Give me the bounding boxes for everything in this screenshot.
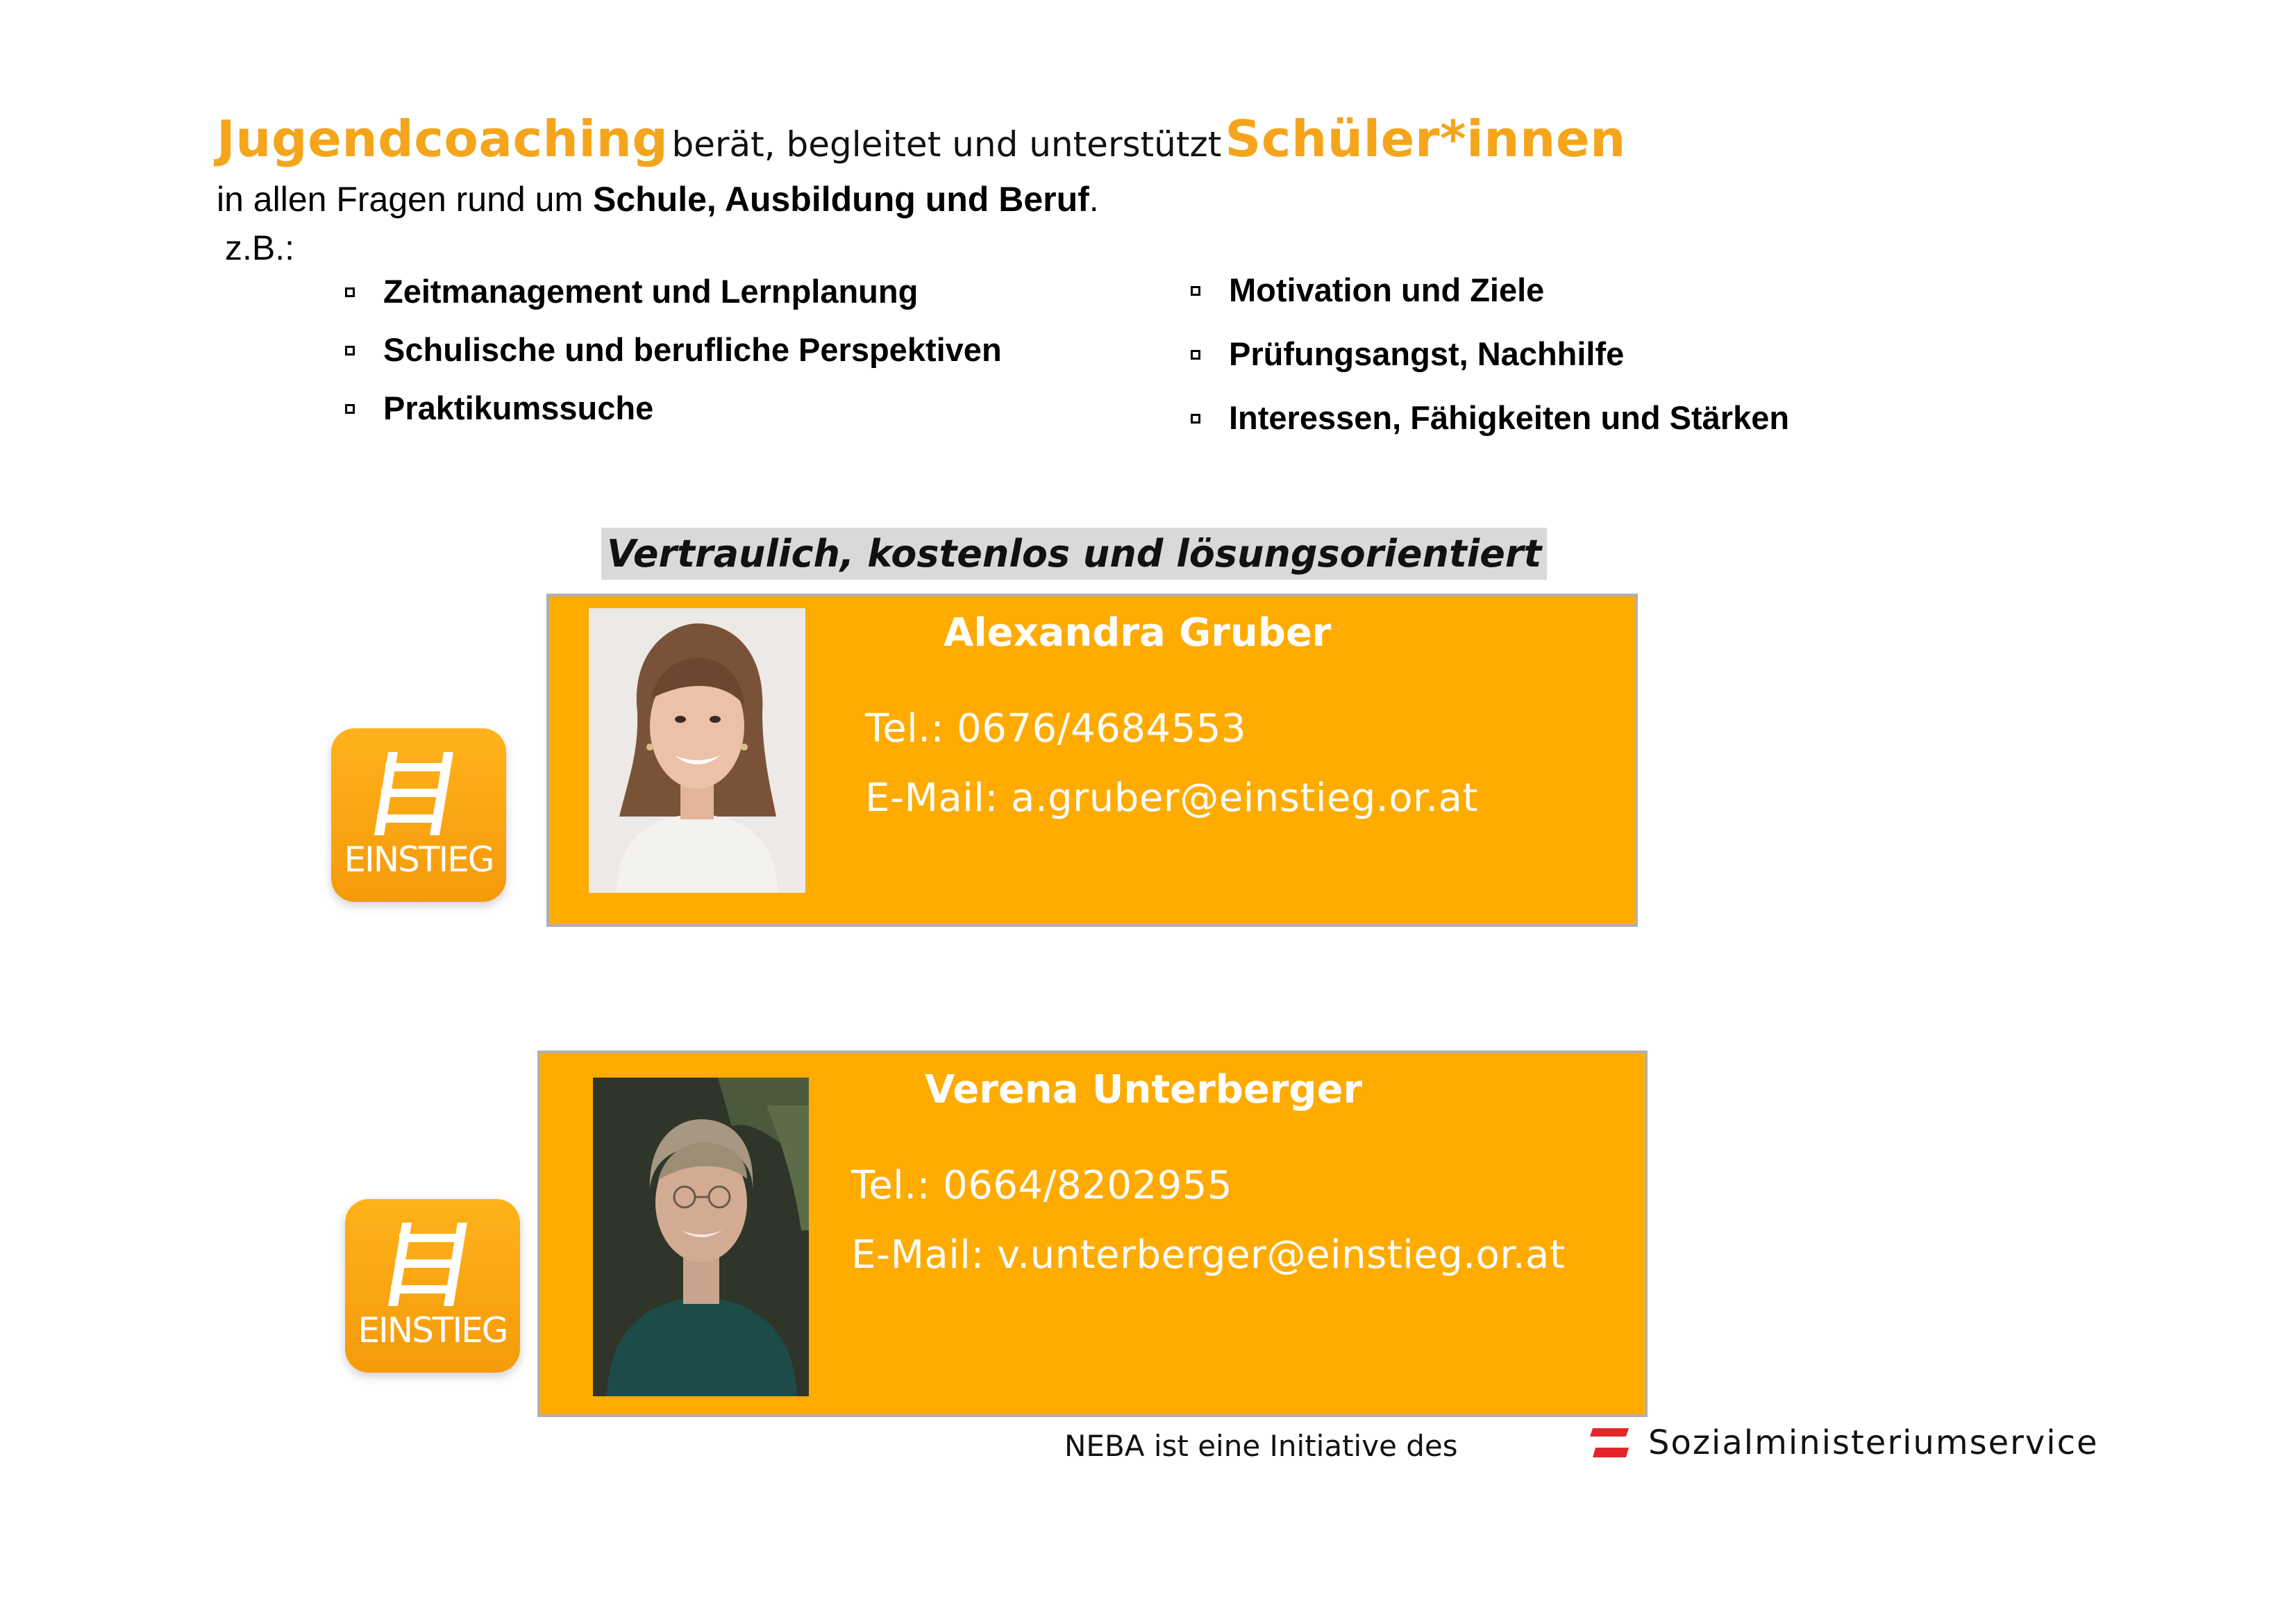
bullet-square-icon bbox=[345, 287, 355, 297]
initiative-note: NEBA ist eine Initiative des bbox=[1064, 1429, 1458, 1463]
topic-list-right bbox=[1229, 271, 1789, 462]
contact-phone[interactable]: Tel.: 0676/4684553 bbox=[865, 706, 1246, 751]
contact-name: Alexandra Gruber bbox=[944, 610, 1332, 655]
tagline: Vertraulich, kostenlos und lösungsorientiert bbox=[601, 528, 1547, 580]
example-label: z.B.: bbox=[225, 228, 295, 267]
list-item: Motivation und Ziele bbox=[1229, 271, 1789, 335]
bullet-square-icon bbox=[345, 404, 355, 414]
ladder-icon bbox=[385, 1221, 480, 1307]
contact-card bbox=[546, 594, 1638, 927]
brand-name: Jugendcoaching bbox=[217, 110, 669, 168]
bullet-square-icon bbox=[1191, 286, 1200, 296]
list-item: Interessen, Fähigkeiten und Stärken bbox=[1229, 399, 1789, 462]
subline-suffix: . bbox=[1089, 180, 1099, 219]
headline bbox=[217, 110, 1626, 168]
headline-audience: Schüler*innen bbox=[1225, 110, 1626, 168]
list-item: Zeitmanagement und Lernplanung bbox=[383, 272, 1002, 330]
portrait-photo bbox=[593, 1078, 809, 1396]
portrait-photo bbox=[589, 608, 805, 893]
contact-email[interactable]: E-Mail: v.unterberger@einstieg.or.at bbox=[851, 1232, 1566, 1278]
list-item: Praktikumssuche bbox=[383, 389, 1002, 447]
ladder-icon bbox=[371, 751, 466, 837]
subline-prefix: in allen Fragen rund um bbox=[217, 180, 584, 219]
bullet-square-icon bbox=[1191, 350, 1200, 360]
einstieg-logo bbox=[331, 728, 506, 902]
austrian-flag-icon bbox=[1590, 1427, 1629, 1459]
contact-email[interactable]: E-Mail: a.gruber@einstieg.or.at bbox=[865, 776, 1478, 821]
topic-list-left bbox=[383, 272, 1002, 447]
contact-name: Verena Unterberger bbox=[925, 1067, 1363, 1112]
logo-text: EINSTIEG bbox=[358, 1310, 508, 1350]
contact-phone[interactable]: Tel.: 0664/8202955 bbox=[851, 1163, 1232, 1208]
subline bbox=[217, 179, 1099, 219]
bullet-square-icon bbox=[345, 346, 355, 355]
bullet-square-icon bbox=[1191, 414, 1200, 424]
list-item: Schulische und berufliche Perspektiven bbox=[383, 330, 1002, 389]
list-item: Prüfungsangst, Nachhilfe bbox=[1229, 335, 1789, 399]
headline-verbs: berät, begleitet und unterstützt bbox=[671, 124, 1222, 165]
subline-bold: Schule, Ausbildung und Beruf bbox=[592, 180, 1089, 219]
logo-text: EINSTIEG bbox=[344, 839, 494, 880]
einstieg-logo bbox=[345, 1199, 520, 1373]
contact-card bbox=[537, 1050, 1648, 1417]
ministry-name: Sozialministeriumservice bbox=[1648, 1423, 2099, 1462]
